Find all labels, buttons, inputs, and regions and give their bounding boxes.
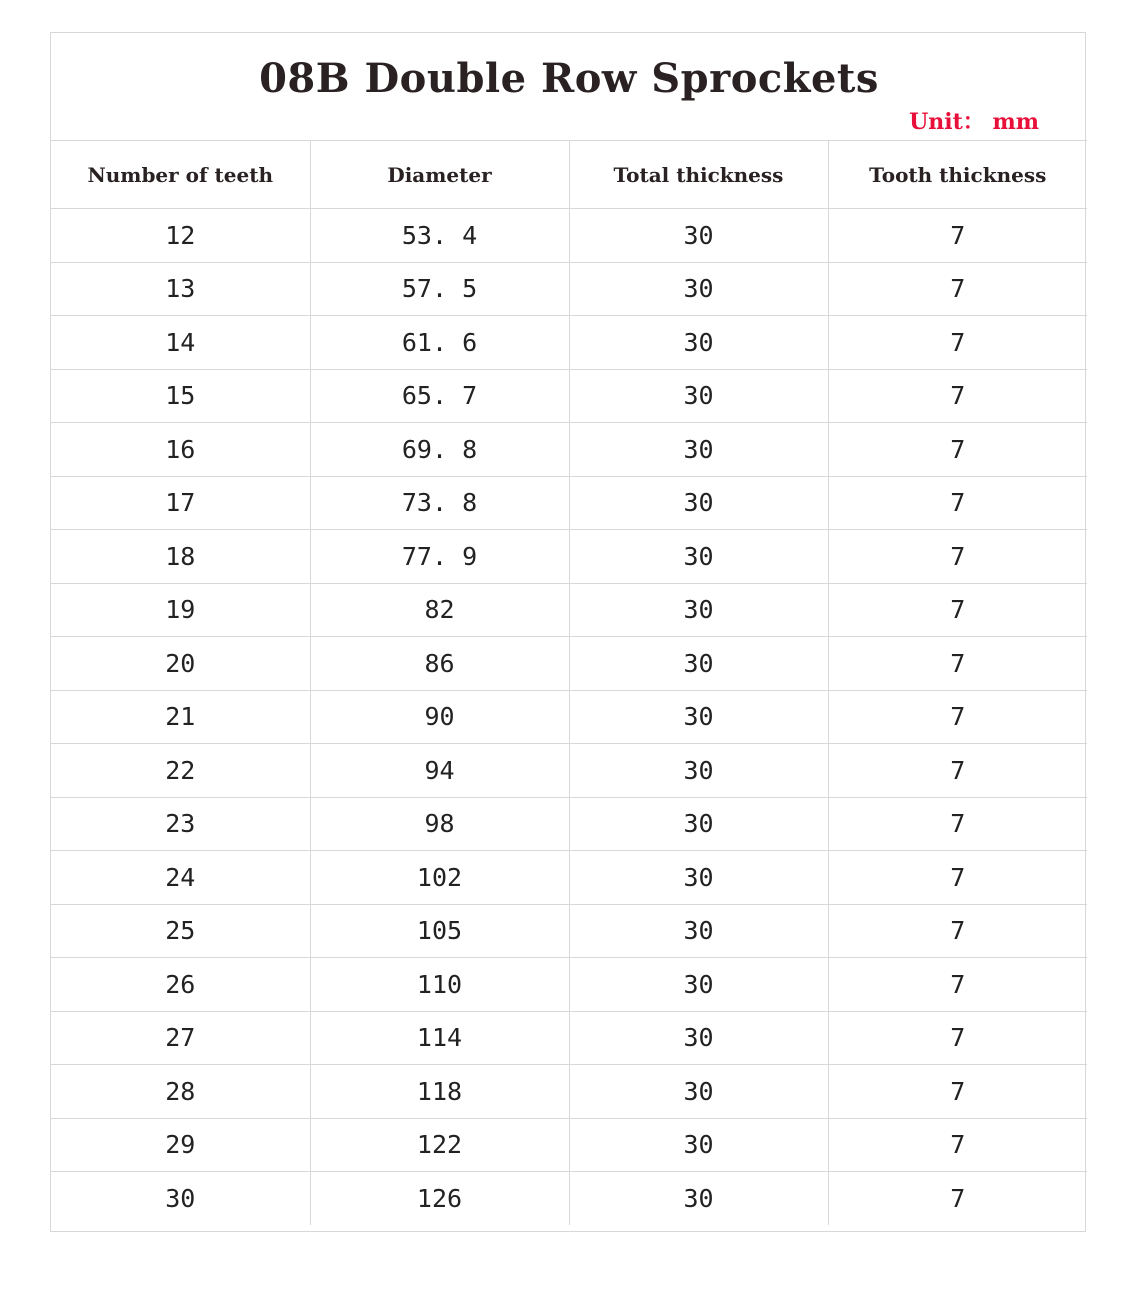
total-thickness-cell: 30: [569, 797, 828, 851]
teeth-cell: 20: [51, 637, 310, 691]
page-title: 08B Double Row Sprockets: [259, 55, 879, 102]
teeth-cell: 15: [51, 369, 310, 423]
diameter-cell: 73. 8: [310, 476, 569, 530]
teeth-cell: 27: [51, 1011, 310, 1065]
table-row: [51, 1118, 1087, 1172]
title-block: [51, 33, 1087, 141]
table-body: [51, 209, 1087, 1225]
diameter-cell: 86: [310, 637, 569, 691]
tooth-thickness-cell: 7: [828, 209, 1087, 263]
total-thickness-cell: 30: [569, 262, 828, 316]
tooth-thickness-cell: 7: [828, 369, 1087, 423]
table-row: [51, 1172, 1087, 1225]
diameter-cell: 122: [310, 1118, 569, 1172]
tooth-thickness-cell: 7: [828, 476, 1087, 530]
total-thickness-cell: 30: [569, 316, 828, 370]
diameter-cell: 77. 9: [310, 530, 569, 584]
column-header-tooth-thickness: Tooth thickness: [828, 141, 1087, 209]
table-row: [51, 476, 1087, 530]
diameter-cell: 114: [310, 1011, 569, 1065]
tooth-thickness-cell: 7: [828, 423, 1087, 477]
total-thickness-cell: 30: [569, 530, 828, 584]
teeth-cell: 17: [51, 476, 310, 530]
diameter-cell: 102: [310, 851, 569, 905]
teeth-cell: 12: [51, 209, 310, 263]
table-row: [51, 637, 1087, 691]
total-thickness-cell: 30: [569, 690, 828, 744]
diameter-cell: 65. 7: [310, 369, 569, 423]
header-row: [51, 141, 1087, 209]
total-thickness-cell: 30: [569, 958, 828, 1012]
tooth-thickness-cell: 7: [828, 1118, 1087, 1172]
teeth-cell: 25: [51, 904, 310, 958]
tooth-thickness-cell: 7: [828, 1065, 1087, 1119]
diameter-cell: 53. 4: [310, 209, 569, 263]
table-row: [51, 1065, 1087, 1119]
tooth-thickness-cell: 7: [828, 851, 1087, 905]
tooth-thickness-cell: 7: [950, 1183, 966, 1213]
total-thickness-cell: 30: [569, 744, 828, 798]
unit-label: Unit： mm: [909, 109, 1039, 135]
total-thickness-cell: 30: [569, 851, 828, 905]
diameter-cell: 126: [310, 1172, 569, 1225]
table-row: [51, 797, 1087, 851]
diameter-cell: 105: [310, 904, 569, 958]
tooth-thickness-cell: 7: [828, 530, 1087, 584]
table-row: [51, 262, 1087, 316]
diameter-cell: 57. 5: [310, 262, 569, 316]
tooth-thickness-cell: 7: [828, 744, 1087, 798]
table-row: [51, 316, 1087, 370]
diameter-cell: 90: [310, 690, 569, 744]
total-thickness-cell: 30: [569, 476, 828, 530]
tooth-thickness-cell: 7: [828, 637, 1087, 691]
teeth-cell: 28: [51, 1065, 310, 1119]
teeth-cell: 18: [51, 530, 310, 584]
total-thickness-cell: 30: [569, 423, 828, 477]
diameter-cell: 110: [310, 958, 569, 1012]
table-row: [51, 904, 1087, 958]
teeth-cell: 23: [51, 797, 310, 851]
table-row: [51, 690, 1087, 744]
total-thickness-cell: 30: [569, 1118, 828, 1172]
tooth-thickness-cell: 7: [828, 690, 1087, 744]
total-thickness-cell: 30: [569, 904, 828, 958]
total-thickness-cell: 30: [569, 583, 828, 637]
tooth-thickness-cell: 7: [828, 1011, 1087, 1065]
teeth-cell: 26: [51, 958, 310, 1012]
table-row: [51, 744, 1087, 798]
tooth-thickness-cell: 7: [828, 904, 1087, 958]
teeth-cell: 21: [51, 690, 310, 744]
total-thickness-cell: 30: [569, 1172, 828, 1225]
teeth-cell: 13: [51, 262, 310, 316]
tooth-thickness-cell: 7: [828, 958, 1087, 1012]
teeth-cell: 14: [51, 316, 310, 370]
total-thickness-cell: 30: [569, 1065, 828, 1119]
tooth-thickness-cell: 7: [828, 583, 1087, 637]
total-thickness-cell: 30: [569, 209, 828, 263]
diameter-cell: 98: [310, 797, 569, 851]
total-thickness-cell: 30: [569, 369, 828, 423]
teeth-cell: 19: [51, 583, 310, 637]
column-header-teeth: Number of teeth: [51, 141, 310, 209]
table-row: [51, 530, 1087, 584]
tooth-thickness-cell: 7: [828, 262, 1087, 316]
spec-sheet: [50, 32, 1086, 1232]
total-thickness-cell: 30: [569, 637, 828, 691]
column-header-diameter: Diameter: [310, 141, 569, 209]
tooth-thickness-cell: 7: [828, 316, 1087, 370]
table-row: [51, 369, 1087, 423]
table-row: [51, 583, 1087, 637]
tooth-thickness-cell: 7: [828, 797, 1087, 851]
table-row: [51, 1011, 1087, 1065]
total-thickness-cell: 30: [569, 1011, 828, 1065]
spec-table: [51, 141, 1087, 1225]
table-row: [51, 209, 1087, 263]
teeth-cell: 16: [51, 423, 310, 477]
column-header-total-thickness: Total thickness: [569, 141, 828, 209]
teeth-cell: 22: [51, 744, 310, 798]
table-row: [51, 423, 1087, 477]
table-row: [51, 958, 1087, 1012]
diameter-cell: 69. 8: [310, 423, 569, 477]
diameter-cell: 94: [310, 744, 569, 798]
diameter-cell: 82: [310, 583, 569, 637]
teeth-cell: 30: [51, 1172, 310, 1225]
diameter-cell: 61. 6: [310, 316, 569, 370]
teeth-cell: 24: [51, 851, 310, 905]
table-row: [51, 851, 1087, 905]
diameter-cell: 118: [310, 1065, 569, 1119]
teeth-cell: 29: [51, 1118, 310, 1172]
